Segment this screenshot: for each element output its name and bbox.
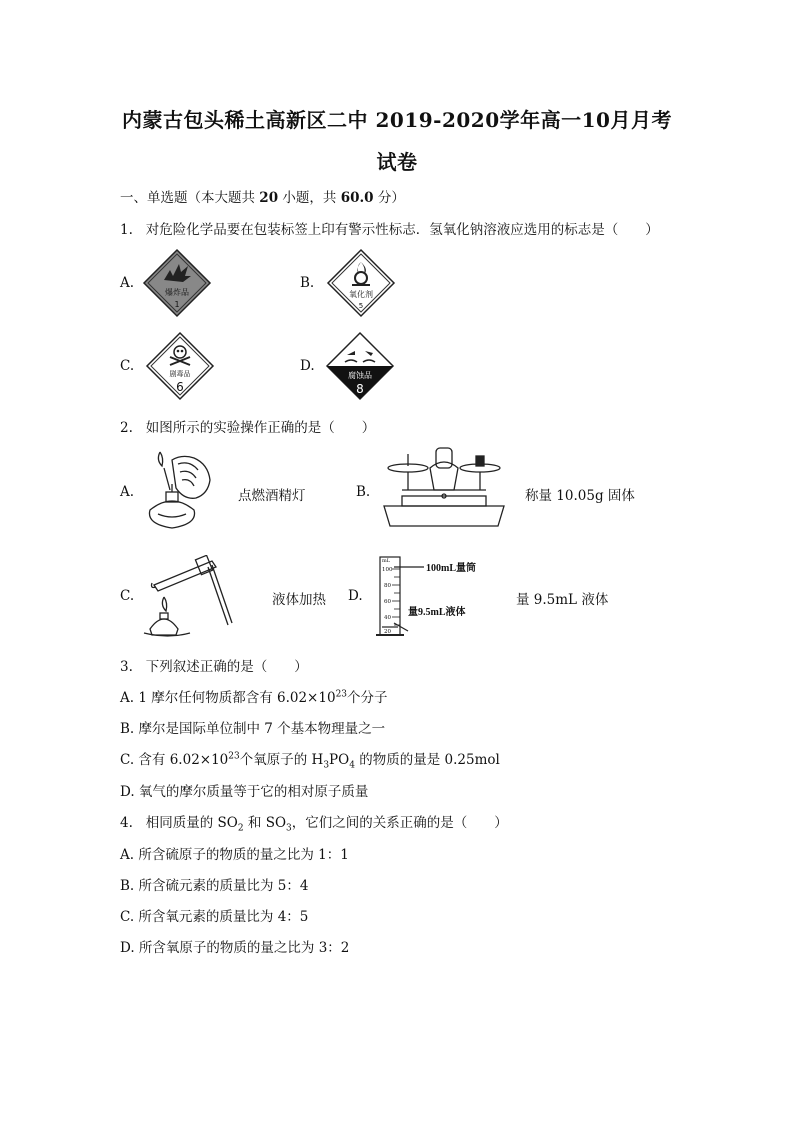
question-number: 1. [120,222,133,238]
q2-option-d-caption: 量 9.5mL 液体 [516,592,609,608]
question-1 [120,218,659,238]
q3-a-exponent: 23 [335,689,348,700]
q4-subscript: 2 [237,823,244,834]
q3-c-subscript: 3 [323,760,330,771]
toxic-sign-icon [145,331,215,401]
page-title-line2: 试卷 [376,150,418,174]
cylinder-tick-label: 80 [384,583,391,589]
sign-label: 剧毒品 [169,370,191,378]
q4-subscript: 3 [286,823,292,834]
q3-c-text-mid2: PO [329,752,350,768]
oxidizer-sign-icon [326,248,396,318]
q1-option-a-letter: A. [120,275,135,291]
q3-c-exponent: 23 [228,751,240,762]
total-score: 60.0 [340,190,374,206]
q3-option-a [120,686,388,706]
q2-option-a-caption: 点燃酒精灯 [238,488,306,504]
q3-c-text-mid: 个氧原子的 H [239,752,324,768]
balance-scale-icon [380,446,508,528]
cylinder-tick-label: 60 [384,599,391,605]
question-number: 4. [120,815,133,831]
q3-c-subscript: 4 [349,760,355,771]
corrosive-sign-icon [325,331,395,401]
q4-option-b: B. 所含硫元素的质量比为 5：4 [120,878,309,894]
question-text: 下列叙述正确的是（ ） [145,659,308,675]
cylinder-tick-label: 40 [384,615,391,621]
section-heading-pre: 一、单选题（本大题共 [120,190,260,206]
q3-option-d: D. 氧气的摩尔质量等于它的相对原子质量 [120,784,369,800]
liquid-heating-icon [136,555,244,637]
alcohol-lamp-lighting-icon [138,448,216,534]
sign-number: 1 [174,300,180,309]
sign-label: 氧化剂 [349,290,373,299]
section-heading-mid: 小题，共 [278,190,341,206]
q1-option-d-letter: D. [300,358,315,374]
sign-number: 8 [356,382,364,396]
cylinder-unit-label: mL [382,558,391,564]
question-text-mid: 和 SO [243,815,287,831]
page-title-line1: 内蒙古包头稀土高新区二中 2019-2020学年高一10月月考 [122,108,672,132]
q3-option-b: B. 摩尔是国际单位制中 7 个基本物理量之一 [120,721,386,737]
q3-c-text: C. 含有 6.02×10 [120,752,229,768]
question-2 [120,416,375,436]
q2-option-c-letter: C. [120,588,135,604]
section-heading [120,186,405,206]
q3-c-text-end: 的物质的量是 0.25mol [354,752,500,768]
question-text: 如图所示的实验操作正确的是（ ） [145,420,376,436]
graduated-cylinder-icon [374,553,510,641]
question-text: 相同质量的 SO [145,815,238,831]
q4-option-d: D. 所含氧原子的物质的量之比为 3：2 [120,940,350,956]
question-number: 2. [120,420,133,436]
q2-option-b-letter: B. [356,484,371,500]
cylinder-top-label: 100mL量筒 [426,563,476,574]
q1-option-b-letter: B. [300,275,315,291]
q4-option-a: A. 所含硫原子的物质的量之比为 1：1 [120,847,349,863]
section-heading-post: 分） [373,190,405,206]
q4-option-c: C. 所含氧元素的质量比为 4：5 [120,909,309,925]
sign-label: 腐蚀品 [348,371,372,380]
q3-option-c [120,748,500,771]
question-number: 3. [120,659,133,675]
question-text-end: ，它们之间的关系正确的是（ ） [291,815,508,831]
cylinder-tick-label: 20 [384,629,391,635]
q2-option-a-letter: A. [120,484,135,500]
q3-a-text: A. 1 摩尔任何物质都含有 6.02×10 [120,690,336,706]
question-text: 对危险化学品要在包装标签上印有警示性标志．氢氧化钠溶液应选用的标志是（ ） [145,222,659,238]
sign-label: 爆炸品 [165,288,189,297]
sign-number: 6 [176,380,184,394]
explosive-sign-icon [142,248,212,318]
question-count: 20 [259,190,279,206]
q3-a-text-end: 个分子 [347,690,388,706]
q2-option-c-caption: 液体加热 [272,592,326,608]
sign-number: 5 [358,302,364,310]
question-4 [120,811,508,834]
question-3 [120,655,308,675]
q2-option-d-letter: D. [348,588,363,604]
q2-option-b-caption: 称量 10.05g 固体 [525,488,635,504]
cylinder-bottom-label: 量9.5mL液体 [408,607,466,618]
q1-option-c-letter: C. [120,358,135,374]
cylinder-tick-label: 100 [382,567,393,573]
